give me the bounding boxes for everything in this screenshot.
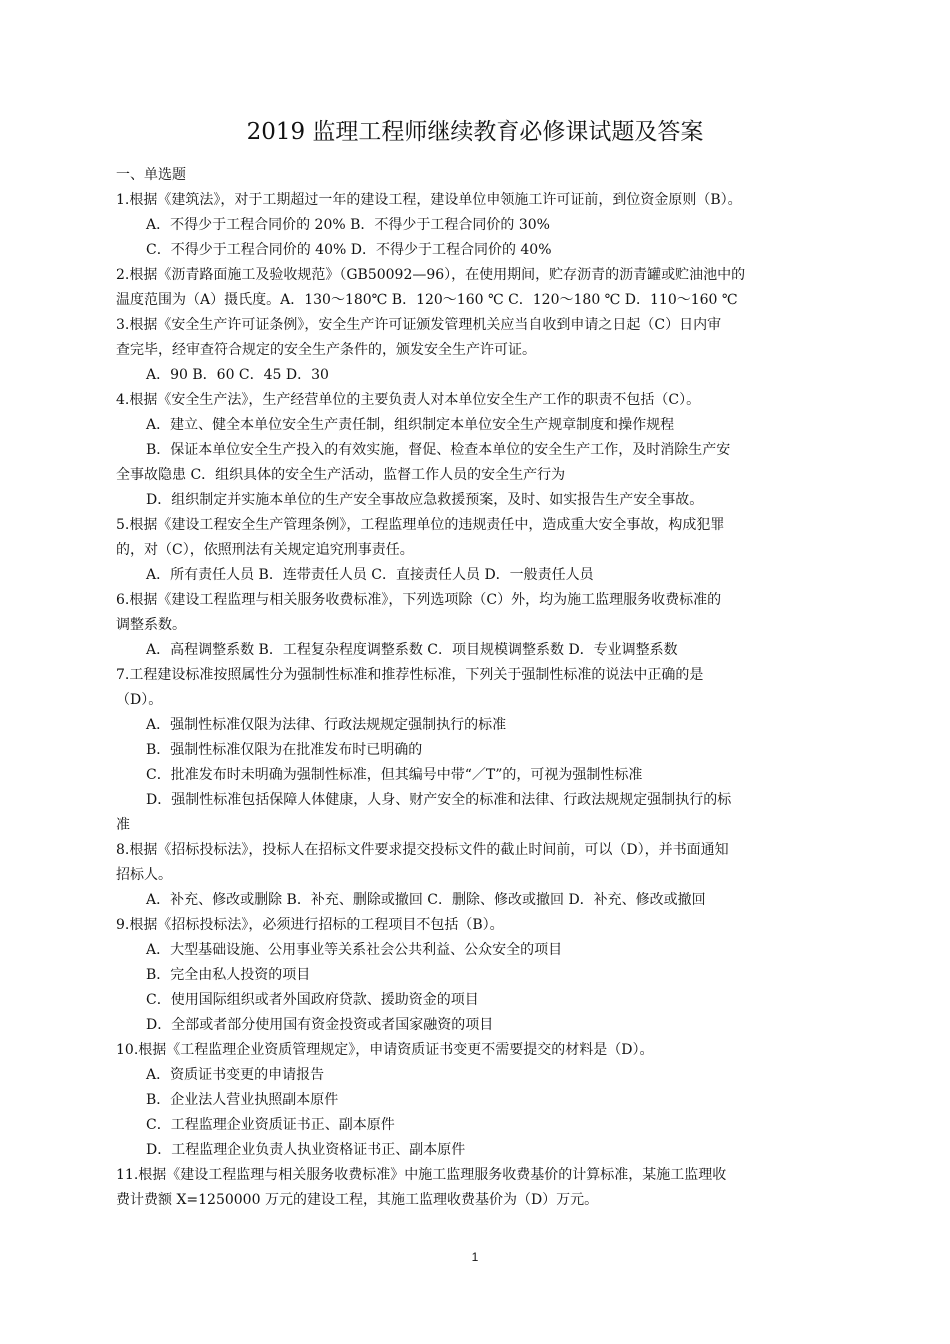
- text-line: 的，对（C），依照刑法有关规定追究刑事责任。: [116, 542, 414, 558]
- page-number: 1: [471, 1250, 479, 1264]
- text-line: A．大型基础设施、公用事业等关系社会公共利益、公众安全的项目: [146, 942, 563, 958]
- text-line: 10.根据《工程监理企业资质管理规定》，申请资质证书变更不需要提交的材料是（D）。: [116, 1042, 654, 1058]
- text-line: 一、单选题: [116, 167, 186, 183]
- text-line: 招标人。: [116, 867, 172, 883]
- text-line: D．全部或者部分使用国有资金投资或者国家融资的项目: [146, 1017, 494, 1033]
- text-line: D．组织制定并实施本单位的生产安全事故应急救援预案，及时、如实报告生产安全事故。: [146, 492, 704, 508]
- text-line: 11.根据《建设工程监理与相关服务收费标准》中施工监理服务收费基价的计算标准，某施工监理收: [116, 1167, 727, 1183]
- text-line: A．资质证书变更的申请报告: [146, 1067, 325, 1083]
- text-line: 7.工程建设标准按照属性分为强制性标准和推荐性标准，下列关于强制性标准的说法中正确的是: [116, 667, 704, 683]
- text-line: 4.根据《安全生产法》，生产经营单位的主要负责人对本单位安全生产工作的职责不包括（C）。: [116, 392, 701, 408]
- text-line: D．强制性标准包括保障人体健康，人身、财产安全的标准和法律、行政法规规定强制执行的标: [146, 792, 732, 808]
- text-line: 8.根据《招标投标法》，投标人在招标文件要求提交投标文件的截止时间前，可以（D），并书面通知: [116, 842, 729, 858]
- text-line: C．批准发布时未明确为强制性标准，但其编号中带“／T”的，可视为强制性标准: [146, 767, 643, 783]
- text-line: D．工程监理企业负责人执业资格证书正、副本原件: [146, 1142, 466, 1158]
- text-line: （D）。: [116, 692, 163, 708]
- text-line: B．企业法人营业执照副本原件: [146, 1092, 339, 1108]
- text-line: C．不得少于工程合同价的 40% D．不得少于工程合同价的 40%: [146, 242, 552, 258]
- text-line: A．90 B．60 C．45 D．30: [146, 367, 329, 383]
- text-line: 全事故隐患 C．组织具体的安全生产活动，监督工作人员的安全生产行为: [116, 467, 566, 483]
- text-line: 温度范围为（A）摄氏度。A．130～180℃ B．120～160 ℃ C．120～180 ℃ D．110～160 ℃: [116, 292, 738, 308]
- text-line: 费计费额 X=1250000 万元的建设工程，其施工监理收费基价为（D）万元。: [116, 1192, 599, 1208]
- text-line: 调整系数。: [116, 617, 186, 633]
- text-line: A．强制性标准仅限为法律、行政法规规定强制执行的标准: [146, 717, 507, 733]
- text-line: A．所有责任人员 B．连带责任人员 C．直接责任人员 D．一般责任人员: [146, 567, 594, 583]
- text-line: 5.根据《建设工程安全生产管理条例》，工程监理单位的违规责任中，造成重大安全事故，构成犯罪: [116, 517, 725, 533]
- text-line: 2.根据《沥青路面施工及验收规范》（GB50092—96），在使用期间，贮存沥青的沥青罐或贮油池中的: [116, 267, 746, 283]
- text-line: C．工程监理企业资质证书正、副本原件: [146, 1117, 395, 1133]
- text-line: A．建立、健全本单位安全生产责任制，组织制定本单位安全生产规章制度和操作规程: [146, 417, 675, 433]
- text-line: B．保证本单位安全生产投入的有效实施，督促、检查本单位的安全生产工作，及时消除生产安: [146, 442, 731, 458]
- text-line: 1.根据《建筑法》，对于工期超过一年的建设工程，建设单位申领施工许可证前，到位资金原则（B）。: [116, 192, 742, 208]
- text-line: A．补充、修改或删除 B．补充、删除或撤回 C．删除、修改或撤回 D．补充、修改或撤回: [146, 892, 706, 908]
- text-line: B．完全由私人投资的项目: [146, 967, 311, 983]
- text-line: 查完毕，经审查符合规定的安全生产条件的，颁发安全生产许可证。: [116, 342, 536, 358]
- document-title: 2019 监理工程师继续教育必修课试题及答案: [246, 119, 704, 145]
- text-line: A．不得少于工程合同价的 20% B．不得少于工程合同价的 30%: [146, 217, 550, 233]
- text-line: C．使用国际组织或者外国政府贷款、援助资金的项目: [146, 992, 479, 1008]
- text-line: 9.根据《招标投标法》，必须进行招标的工程项目不包括（B）。: [116, 917, 504, 933]
- text-line: 6.根据《建设工程监理与相关服务收费标准》，下列选项除（C）外，均为施工监理服务收费标准的: [116, 592, 722, 608]
- text-line: A．高程调整系数 B．工程复杂程度调整系数 C．项目规模调整系数 D．专业调整系数: [146, 642, 678, 658]
- text-line: 3.根据《安全生产许可证条例》，安全生产许可证颁发管理机关应当自收到申请之日起（C）日内审: [116, 317, 722, 333]
- text-line: B．强制性标准仅限为在批准发布时已明确的: [146, 742, 423, 758]
- document-body: [116, 163, 840, 1213]
- text-line: 准: [116, 817, 130, 833]
